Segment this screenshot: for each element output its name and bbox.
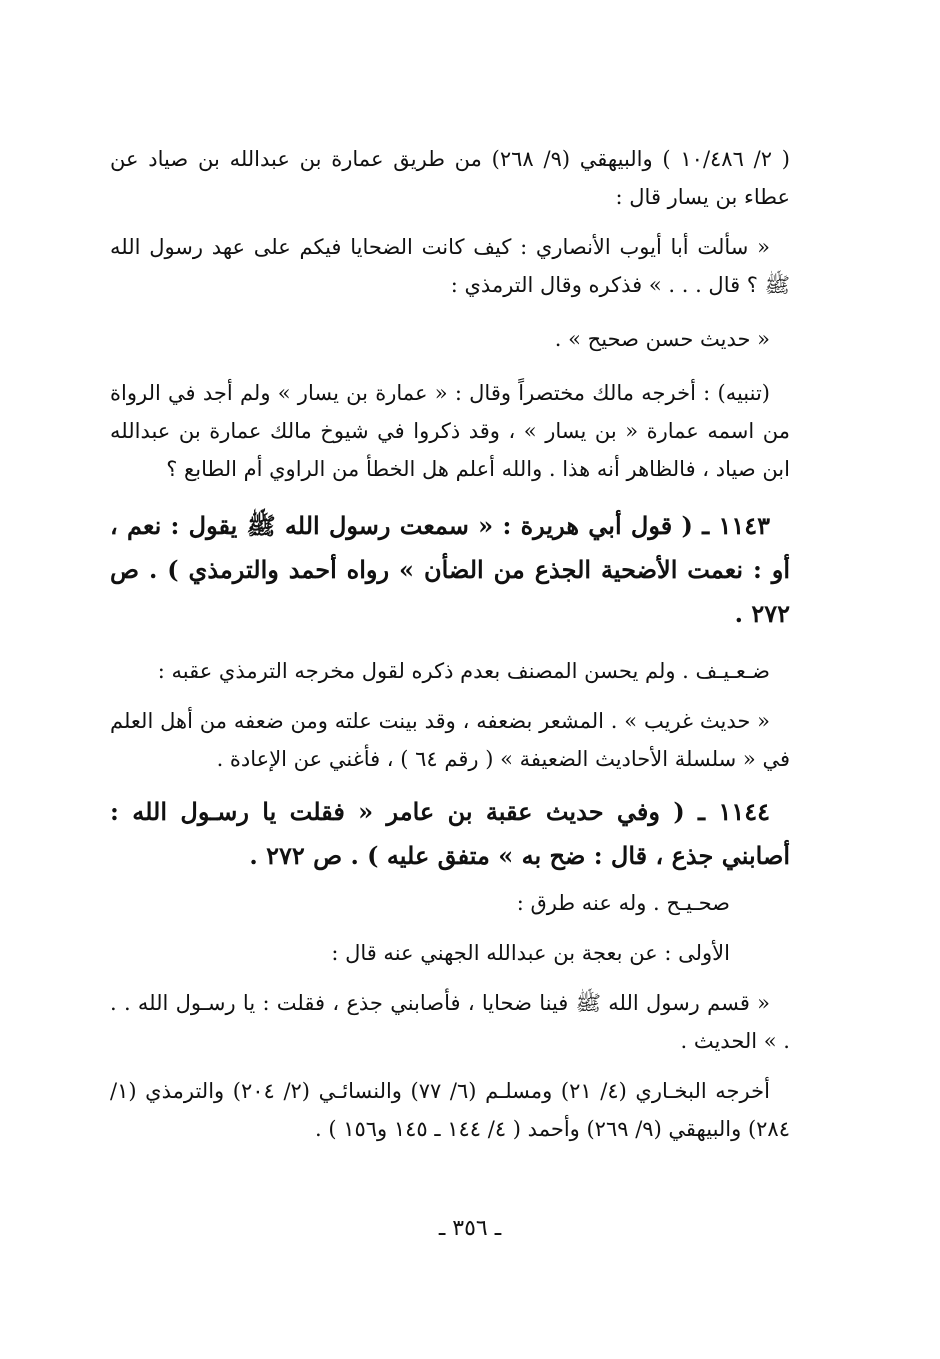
page-number: ـ ٣٥٦ ـ (438, 1216, 502, 1241)
paragraph-2: « سألت أبا أيوب الأنصاري : كيف كانت الضحايا فيكم على عهد رسول الله ﷺ ؟ قال . . . » فذكره وقال الترمذي : (110, 235, 790, 297)
hadith-1143: ١١٤٣ ـ ( قول أبي هريرة : « سمعت رسول الله ﷺ يقول : نعم ، أو : نعمت الأضحية الجذع من الضأن » رواه أحمد والترمذي ) . ص ٢٧٢ . (110, 511, 790, 628)
paragraph-3: « حديث حسن صحيح » . (554, 327, 770, 351)
page-body (110, 140, 790, 1260)
paragraph-7: « حديث غريب » . المشعر بضعفه ، وقد بينت علته ومن ضعفه من أهل العلم في « سلسلة الأحاديث الضعيفة » ( رقم ٦٤ ) ، فأغني عن الإعادة . (110, 709, 790, 771)
paragraph-1: ( ٢/ ١٠/٤٨٦ ) والبيهقي (٩/ ٢٦٨) من طريق عمارة بن عبدالله بن صياد عن عطاء بن يسار قال : (110, 147, 790, 209)
paragraph-11: « قسم رسول الله ﷺ فينا ضحايا ، فأصابني جذع ، فقلت : يا رسـول الله . . . » الحديث . (110, 991, 790, 1053)
paragraph-12: أخرجه البخـاري (٤/ ٢١) ومسلـم (٦/ ٧٧) والنسائـي (٢/ ٢٠٤) والترمذي (١/ ٢٨٤) والبيهقي (٩/ ٢٦٩) وأحمد ( ٤/ ١٤٤ ـ ١٤٥ و١٥٦ ) . (110, 1079, 790, 1141)
paragraph-9: صحـيـح . وله عنه طرق : (516, 891, 730, 915)
paragraph-6: ضـعـيـف . ولم يحسن المصنف بعدم ذكره لقول مخرجه الترمذي عقبه : (157, 659, 770, 683)
paragraph-10: الأولى : عن بعجة بن عبدالله الجهني عنه قال : (331, 941, 730, 965)
hadith-1144: ١١٤٤ ـ ( وفي حديث عقبة بن عامر « فقلت يا رسـول الله : أصابني جذع ، قال : ضح به » متفق عليه ) . ص ٢٧٢ . (110, 797, 790, 870)
paragraph-4: (تنبيه) : أخرجه مالك مختصراً وقال : « عمارة بن يسار » ولم أجد في الرواة من اسمه عمارة « بن يسار » ، وقد ذكروا في شيوخ مالك عمارة بن عبدالله ابن صياد ، فالظاهر أنه هذا . والله أعلم هل الخطأ من الراوي أم الطابع ؟ (110, 381, 790, 481)
